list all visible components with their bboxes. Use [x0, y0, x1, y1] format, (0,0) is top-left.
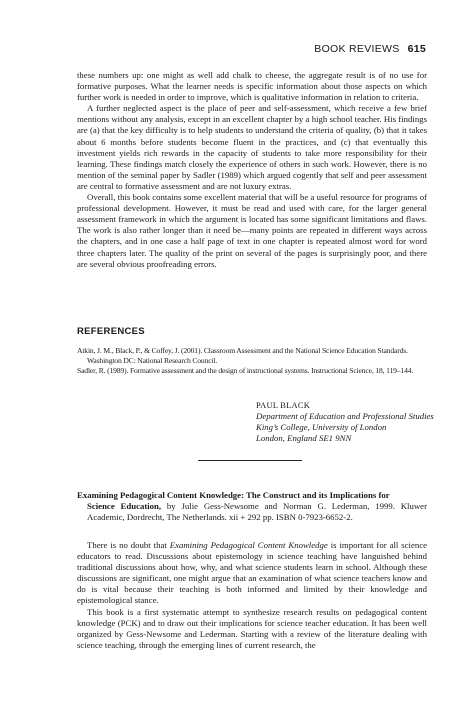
review2-details: by Julie Gess-Newsome and Norman G. Lederman, 1999. Kluwer Academic, Dordrecht, The Netherlands. xii + 292 pp. ISBN 0-7923-6652-2. — [87, 501, 427, 523]
reference-item: Atkin, J. M., Black, P., & Coffey, J. (2001). Classroom Assessment and the National Science Education Standards. Washington DC: National Research Council. — [77, 346, 408, 365]
section-title: BOOK REVIEWS — [314, 43, 400, 55]
review2-paragraph-2: This book is a first systematic attempt to synthesize research results on pedagogical content knowledge (PCK) and to draw out their implications for science teacher education. It has been well organized by Gess-Newsome and Lederman. Starting with a review of the literature dealing with science teaching, through the emerging lines of current research, the — [77, 606, 427, 650]
reviewer-affiliation-line: King’s College, University of London — [256, 422, 387, 433]
review2-paragraph-1-rest: is important for all science educators to read. Discussions about epistemology in science teaching have languished behind traditional discussions about how, why, and what science students learn in school. Although these discussions are significant, one might argue that an examination of what science teachers know and do is vital because their teaching is both informed and limited by their knowledge and epistemological stance. — [77, 540, 427, 606]
reference-item: Sadler, R. (1989). Formative assessment and the design of instructional systems. Instructional Science, 18, 119–144. — [77, 366, 414, 375]
review2-citation — [77, 490, 427, 523]
reviewer-signature — [256, 400, 434, 444]
review2-body — [77, 540, 427, 651]
paragraph-continued: these numbers up: one might as well add chalk to cheese, the aggregate result is of no use for formative purposes. What the learner needs is specific information about those aspects on which further work is needed in order to improve, which is qualitative information in relation to criteria. — [77, 70, 427, 103]
review2-citation-rest — [77, 501, 427, 523]
review2-paragraph-1 — [77, 540, 427, 607]
reviewer-affiliation-line: London, England SE1 9NN — [256, 433, 352, 444]
section-divider — [198, 460, 302, 461]
reviewer-name: PAUL BLACK — [256, 400, 311, 410]
review1-body — [77, 70, 427, 270]
references-heading: REFERENCES — [77, 326, 145, 337]
book-title-italic: Examining Pedagogical Content Knowledge — [169, 540, 328, 550]
review2-paragraph-1-start: There is no doubt that — [87, 540, 170, 550]
references-list — [77, 346, 427, 376]
page-number: 615 — [407, 43, 426, 55]
reviewer-affiliation-line: Department of Education and Professional Studies — [256, 411, 434, 422]
running-header — [314, 43, 426, 55]
paragraph-overall: Overall, this book contains some excellent material that will be a useful resource for programs of professional development. However, it must be read and used with care, for the larger general assessment framework in which the argument is located has some significant limitations and flaws. The work is also rather longer than it need be—many points are repeated in different ways across the chapters, and in one case a half page of text in one chapter is repeated almost word for word three chapters later. The quality of the print on several of the pages is surprisingly poor, and there are several obvious proofreading errors. — [77, 192, 427, 269]
review2-title-line1: Examining Pedagogical Content Knowledge: The Construct and its Implications for — [77, 490, 390, 500]
review2-title-line2: Science Education, — [87, 501, 162, 512]
paragraph-peer-assessment: A further neglected aspect is the place of peer and self-assessment, which receive a few brief mentions without any analysis, except in an excellent chapter by a high school teacher. His findings are (a) that the key difficulty is to help students to understand the criteria of quality, (b) that it takes about 6 months before students become fluent in the practices, and (c) that eventually this investment yields rich rewards in the capacity of students to take more responsibility for their learning. These findings match closely the experience of others in such work. However, there is no mention of the seminal paper by Sadler (1989) which argued cogently that self and peer assessment are central to formative assessment and are not luxury extras. — [77, 103, 427, 191]
